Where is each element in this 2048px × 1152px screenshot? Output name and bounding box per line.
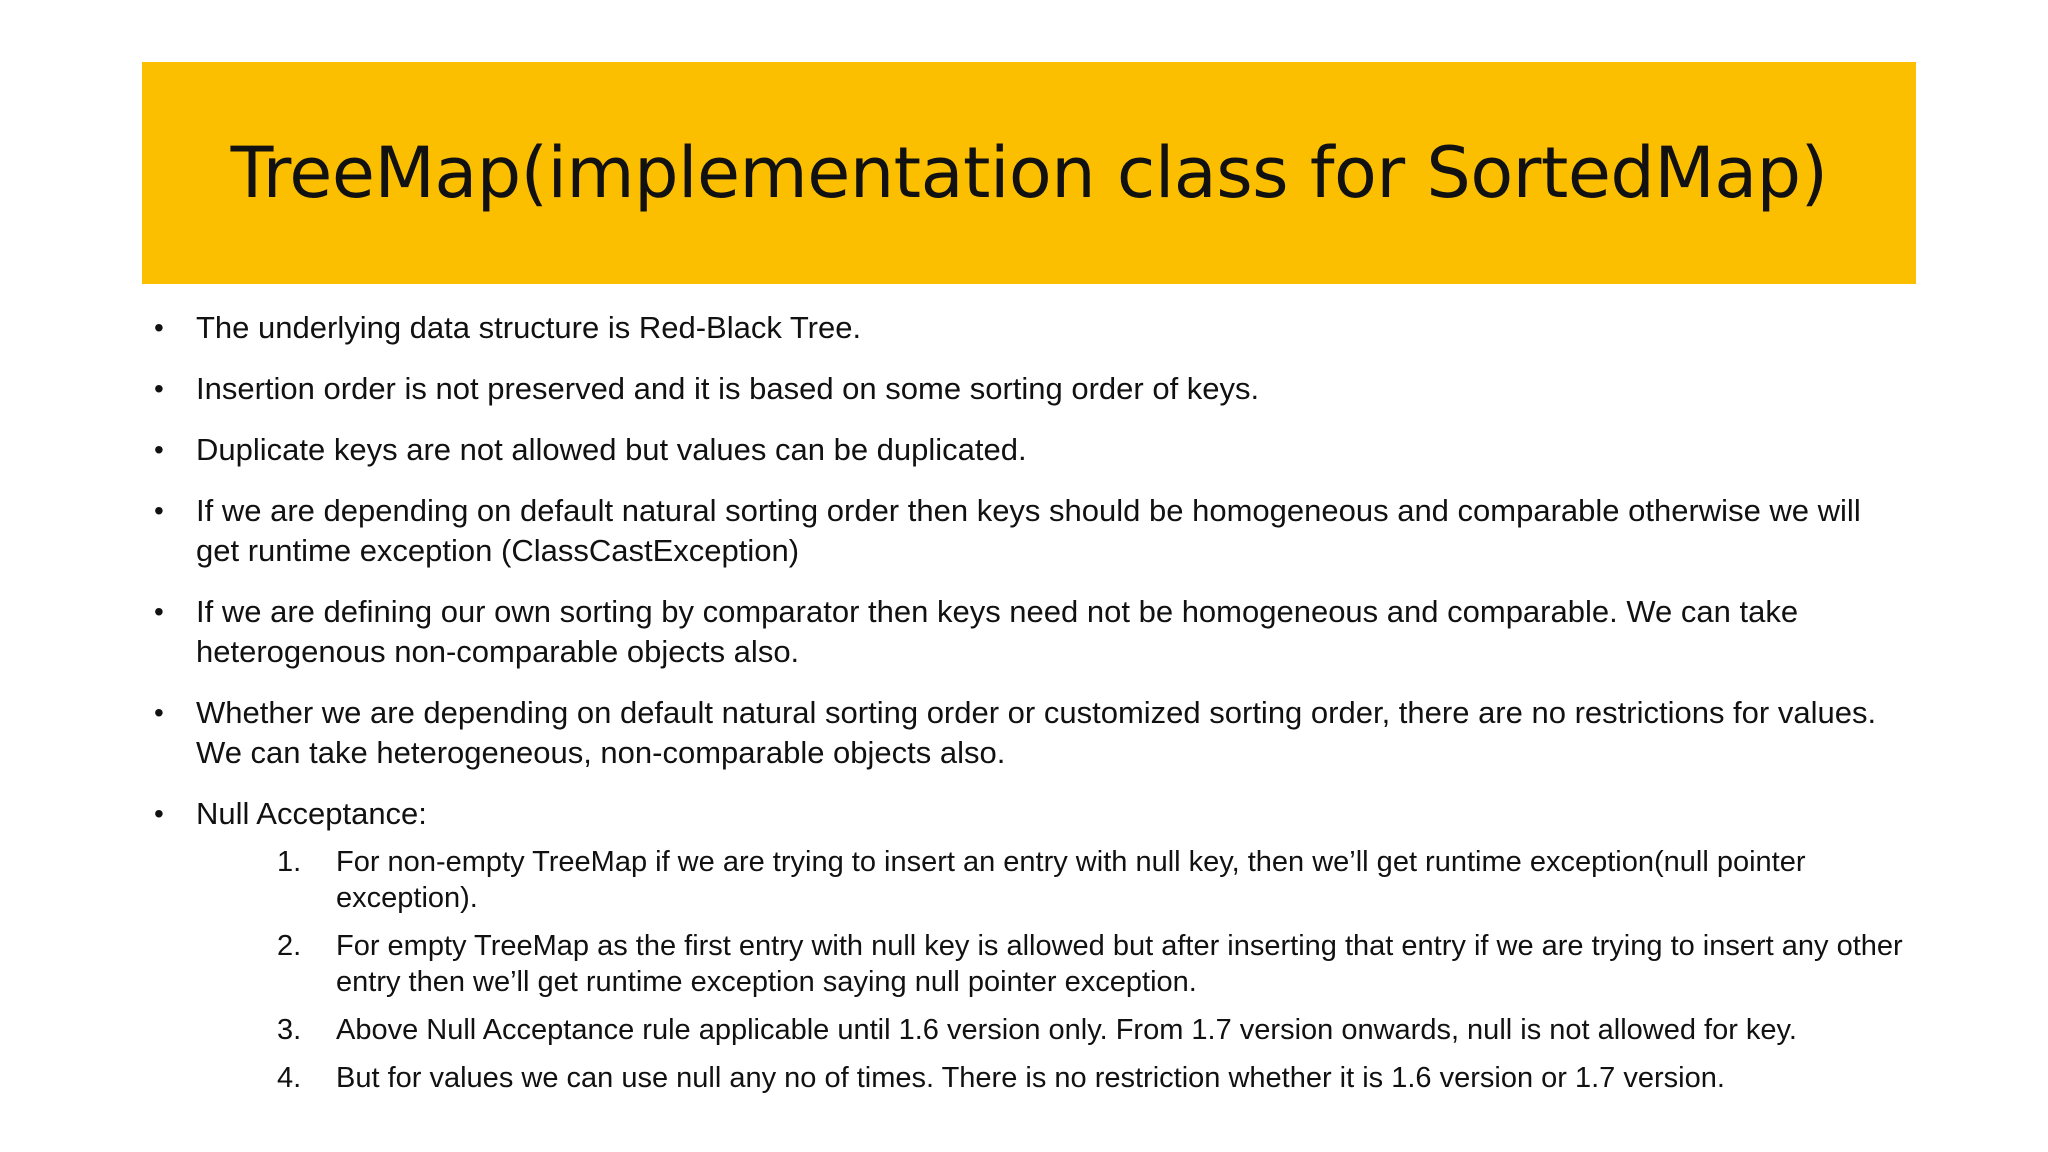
bullet-text: If we are defining our own sorting by comparator then keys need not be homogeneous and comparable. We can take heterogenous non-comparable objects also. <box>196 594 1799 669</box>
bullet-text: If we are depending on default natural sorting order then keys should be homogeneous and comparable otherwise we will get runtime exception (ClassCastException) <box>196 493 1861 568</box>
title-band <box>142 62 1916 284</box>
bullet-marker: • <box>154 373 164 404</box>
bullet-item <box>152 369 1912 409</box>
bullet-text: Null Acceptance: <box>196 796 427 831</box>
slide-content <box>152 308 1912 1117</box>
bullet-list <box>152 308 1912 1096</box>
item-number: 3. <box>277 1014 302 1046</box>
slide-title: TreeMap(implementation class for SortedMap) <box>230 132 1828 214</box>
bullet-marker: • <box>154 434 164 465</box>
item-text: But for values we can use null any no of times. There is no restriction whether it is 1.6 version or 1.7 version. <box>336 1062 1725 1094</box>
numbered-item <box>196 1012 1912 1048</box>
item-text: For empty TreeMap as the first entry with null key is allowed but after inserting that entry if we are trying to insert any other entry then we’ll get runtime exception saying null pointer exception. <box>336 930 1903 998</box>
item-number: 1. <box>277 846 302 878</box>
bullet-item-null-acceptance <box>152 794 1912 1096</box>
null-acceptance-list <box>196 844 1912 1096</box>
item-text: Above Null Acceptance rule applicable until 1.6 version only. From 1.7 version onwards, null is not allowed for key. <box>336 1014 1797 1046</box>
item-number: 4. <box>277 1062 302 1094</box>
bullet-text: Whether we are depending on default natural sorting order or customized sorting order, there are no restrictions for values. We can take heterogeneous, non-comparable objects also. <box>196 695 1877 770</box>
numbered-item <box>196 844 1912 916</box>
item-text: For non-empty TreeMap if we are trying to insert an entry with null key, then we’ll get runtime exception(null pointer exception). <box>336 846 1806 914</box>
item-number: 2. <box>277 930 302 962</box>
bullet-marker: • <box>154 798 164 829</box>
bullet-marker: • <box>154 495 164 526</box>
bullet-text: The underlying data structure is Red-Black Tree. <box>196 310 862 345</box>
bullet-text: Insertion order is not preserved and it is based on some sorting order of keys. <box>196 371 1260 406</box>
numbered-item <box>196 928 1912 1000</box>
bullet-marker: • <box>154 596 164 627</box>
bullet-item <box>152 693 1912 773</box>
bullet-item <box>152 491 1912 571</box>
numbered-item <box>196 1060 1912 1096</box>
bullet-text: Duplicate keys are not allowed but values can be duplicated. <box>196 432 1027 467</box>
bullet-item <box>152 308 1912 348</box>
bullet-marker: • <box>154 312 164 343</box>
bullet-item <box>152 430 1912 470</box>
bullet-item <box>152 592 1912 672</box>
bullet-marker: • <box>154 697 164 728</box>
